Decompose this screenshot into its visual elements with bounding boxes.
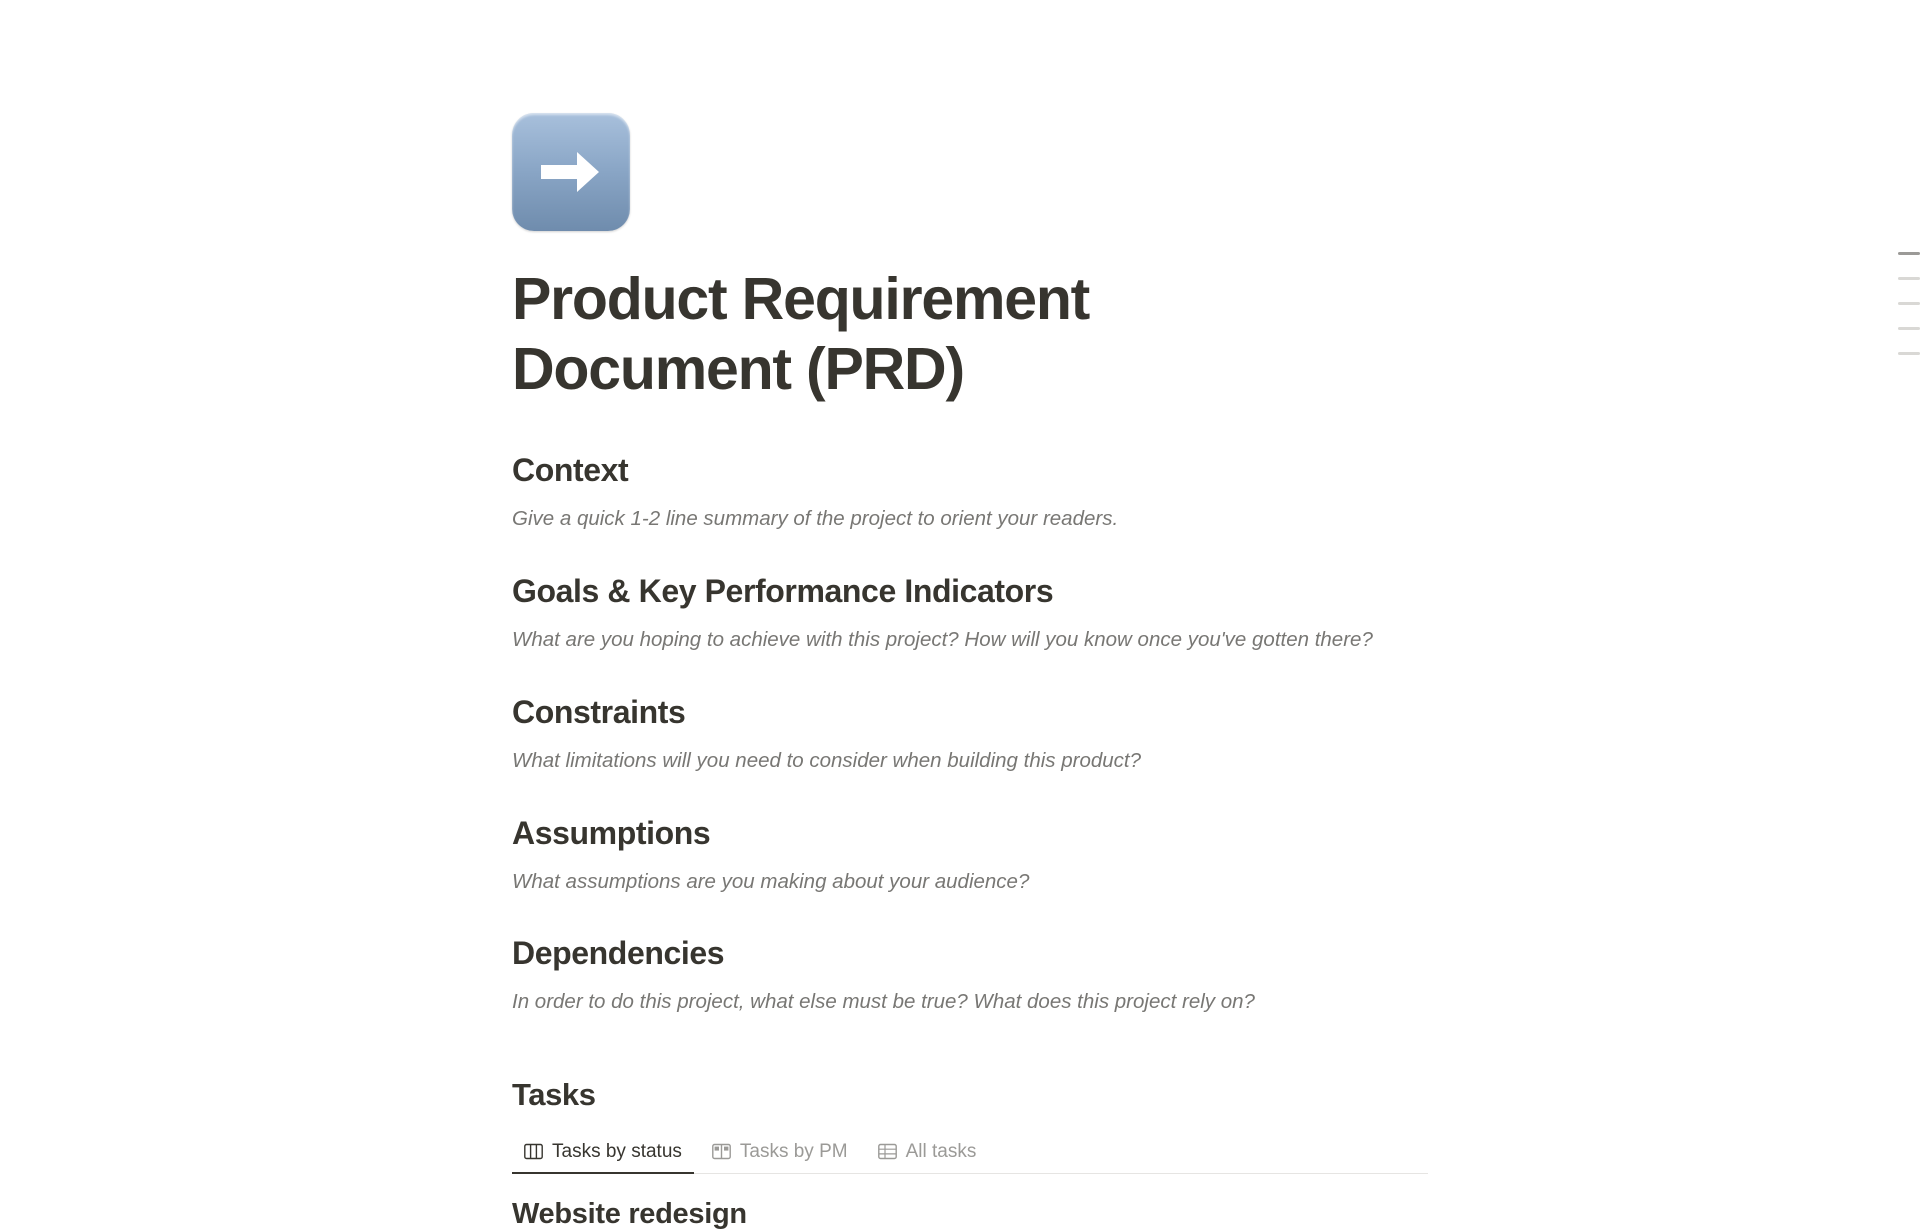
document-body: [512, 0, 1392, 1230]
board-view-icon: [524, 1143, 543, 1160]
section-body-dependencies[interactable]: In order to do this project, what else must be true? What does this project rely on?: [512, 990, 1255, 1014]
page-minimap[interactable]: [1884, 252, 1920, 355]
tasks-heading[interactable]: Tasks: [512, 1077, 596, 1113]
minimap-strip[interactable]: [1898, 277, 1920, 280]
section-heading-constraints[interactable]: Constraints: [512, 693, 686, 730]
right-arrow-emoji-icon[interactable]: [512, 113, 630, 231]
section-body-goals-kpis[interactable]: What are you hoping to achieve with this project? How will you know once you've gotten there?: [512, 627, 1373, 651]
minimap-strip[interactable]: [1898, 352, 1920, 355]
gallery-view-icon: [712, 1143, 731, 1160]
minimap-strip[interactable]: [1898, 252, 1920, 255]
section-body-context[interactable]: Give a quick 1-2 line summary of the project to orient your readers.: [512, 507, 1119, 531]
section-heading-context[interactable]: Context: [512, 452, 629, 489]
tasks-view-tabs: [512, 1135, 1428, 1174]
page-title[interactable]: Product Requirement Document (PRD): [512, 266, 1090, 402]
section-body-assumptions[interactable]: What assumptions are you making about your audience?: [512, 869, 1030, 893]
tab-label: Tasks by PM: [739, 1140, 848, 1162]
tab-label: Tasks by status: [552, 1140, 682, 1162]
tab-tasks-by-pm[interactable]: [700, 1135, 860, 1173]
table-view-icon: [878, 1143, 897, 1160]
section-heading-dependencies[interactable]: Dependencies: [512, 935, 725, 972]
section-heading-assumptions[interactable]: Assumptions: [512, 814, 711, 851]
section-heading-goals-kpis[interactable]: Goals & Key Performance Indicators: [512, 572, 1054, 609]
tab-label: All tasks: [905, 1140, 977, 1162]
section-body-constraints[interactable]: What limitations will you need to consider when building this product?: [512, 748, 1142, 772]
minimap-strip[interactable]: [1898, 302, 1920, 305]
minimap-strip[interactable]: [1898, 327, 1920, 330]
board-group-title[interactable]: Website redesign: [512, 1197, 747, 1230]
tab-all-tasks[interactable]: [866, 1135, 989, 1173]
tab-tasks-by-status[interactable]: [512, 1135, 694, 1173]
